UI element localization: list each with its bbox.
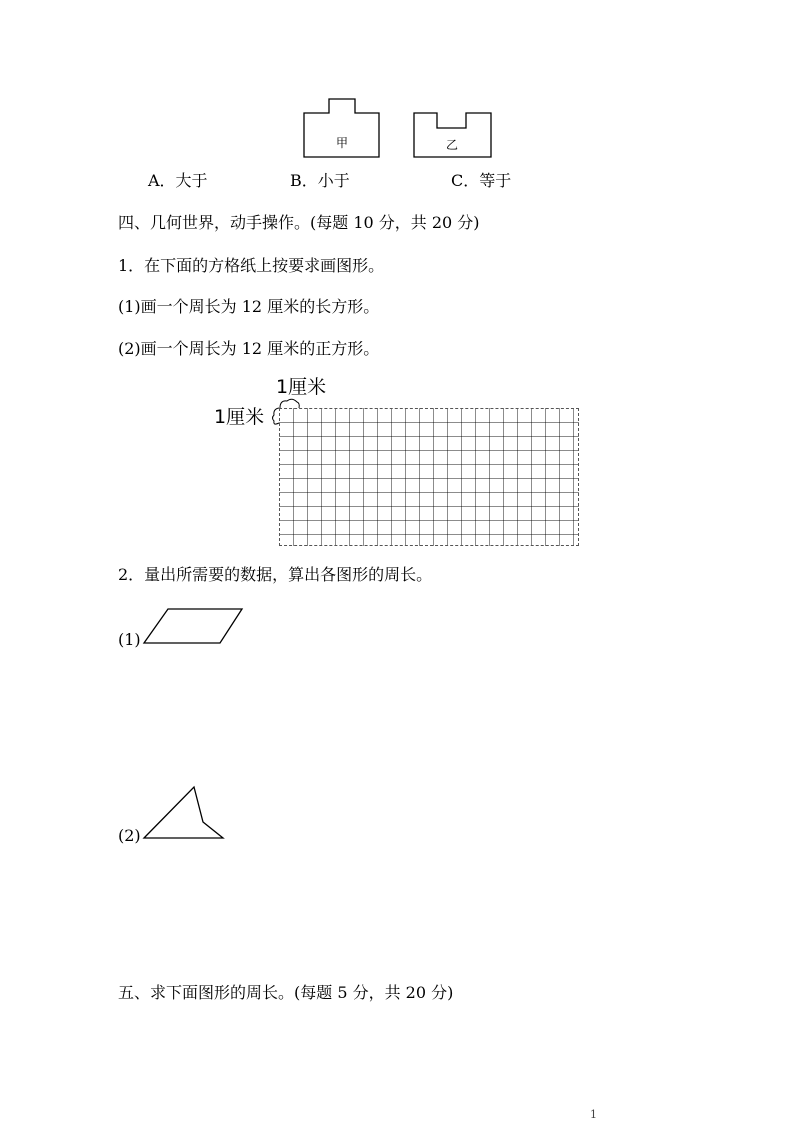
option-a: A．大于 [148, 171, 208, 190]
grid-unit-top-label: 1厘米 [276, 376, 327, 398]
question2-part2-label: (2) [118, 826, 141, 845]
figure-yi-label: 乙 [446, 138, 459, 152]
question1-text: 1．在下面的方格纸上按要求画图形。 [118, 256, 385, 275]
question1-part2: (2)画一个周长为 12 厘米的正方形。 [118, 339, 380, 358]
question1-part1: (1)画一个周长为 12 厘米的长方形。 [118, 297, 380, 316]
option-b: B．小于 [290, 171, 350, 190]
figure-jia-label: 甲 [336, 136, 349, 150]
question2-text: 2．量出所需要的数据，算出各图形的周长。 [118, 565, 433, 584]
parallelogram-figure [144, 609, 242, 643]
grid-unit-left-label: 1厘米 [214, 406, 265, 428]
option-c: C．等于 [451, 171, 512, 190]
section5-title: 五、求下面图形的周长。(每题 5 分，共 20 分) [118, 983, 454, 1002]
question2-part1-label: (1) [118, 630, 141, 649]
page-number: 1 [590, 1108, 597, 1121]
section4-title: 四、几何世界，动手操作。(每题 10 分，共 20 分) [118, 213, 480, 232]
triangle-figure [144, 787, 223, 838]
